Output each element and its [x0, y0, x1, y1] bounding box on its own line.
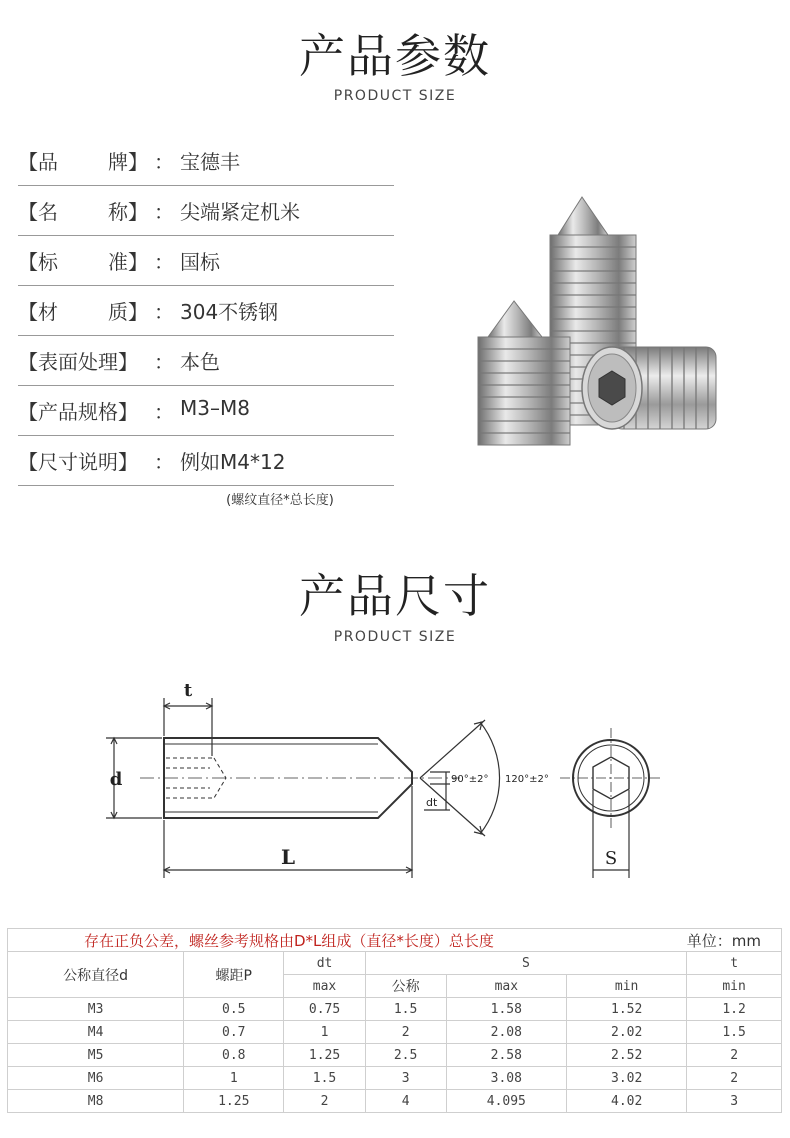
spec-value: 例如M4*12 [180, 450, 286, 474]
spec-label: 【标 准】 [18, 250, 148, 274]
spec-row-spec: 【产品规格】 ： M3–M8 [18, 386, 394, 436]
spec-value: 304不锈钢 [180, 300, 279, 324]
product-photo [462, 195, 718, 457]
spec-label: 【品 牌】 [18, 150, 148, 174]
table-row: M5 0.8 1.25 2.5 2.58 2.52 2 [8, 1044, 782, 1067]
header-s: S [365, 952, 687, 975]
subheader-t-min: min [687, 975, 782, 998]
spec-row-name: 【名 称】 ： 尖端紧定机米 [18, 186, 394, 236]
dim-S-label: S [604, 848, 618, 869]
dimension-table [7, 928, 782, 1113]
section-title-params: 产品参数 [299, 29, 491, 83]
table-row: M8 1.25 2 4 4.095 4.02 3 [8, 1090, 782, 1113]
subheader-s-min: min [567, 975, 687, 998]
spec-row-brand: 【品 牌】 ： 宝德丰 [18, 136, 394, 186]
lying-screw [582, 347, 716, 429]
spec-value: 本色 [180, 350, 220, 374]
subheader-s-max: max [446, 975, 567, 998]
dim-t-label: t [183, 680, 193, 701]
spec-value: 尖端紧定机米 [180, 200, 300, 224]
section-subtitle-size: PRODUCT SIZE [333, 629, 457, 645]
header-dt: dt [284, 952, 365, 975]
subheader-dt-max: max [284, 975, 365, 998]
table-note-row [8, 929, 782, 952]
spec-label: 【材 质】 [18, 300, 148, 324]
spec-row-size: 【尺寸说明】 ： 例如M4*12 [18, 436, 394, 486]
tolerance-note: 存在正负公差，螺丝参考规格由D*L组成（直径*长度）总长度 [84, 931, 494, 950]
angle-90-label: 90°±2° [451, 774, 489, 785]
dim-dt-label: dt [426, 796, 438, 809]
dim-L-label: L [280, 845, 296, 869]
section-title-size: 产品尺寸 [299, 569, 491, 623]
header-nominal-diameter: 公称直径d [8, 952, 184, 998]
subheader-s-nominal: 公称 [365, 975, 446, 998]
spec-value: M3–M8 [180, 396, 250, 420]
header-t: t [687, 952, 782, 975]
spec-label: 【尺寸说明】 [18, 450, 138, 474]
section-subtitle-params: PRODUCT SIZE [333, 88, 457, 104]
spec-row-material: 【材 质】 ： 304不锈钢 [18, 286, 394, 336]
spec-label: 【表面处理】 [18, 350, 138, 374]
spec-label: 【名 称】 [18, 200, 148, 224]
angle-120-label: 120°±2° [505, 774, 549, 785]
spec-row-finish: 【表面处理】 ： 本色 [18, 336, 394, 386]
dim-d-label: d [109, 769, 123, 790]
table-row: M3 0.5 0.75 1.5 1.58 1.52 1.2 [8, 998, 782, 1021]
spec-row-standard: 【标 准】 ： 国标 [18, 236, 394, 286]
table-row: M6 1 1.5 3 3.08 3.02 2 [8, 1067, 782, 1090]
table-header-row [8, 952, 782, 975]
spec-note: (螺纹直径*总长度) [226, 493, 334, 508]
unit-label: 单位：mm [686, 931, 761, 950]
spec-value: 宝德丰 [180, 150, 240, 174]
table-row: M4 0.7 1 2 2.08 2.02 1.5 [8, 1021, 782, 1044]
spec-value: 国标 [180, 250, 220, 274]
header-pitch: 螺距P [184, 952, 284, 998]
spec-label: 【产品规格】 [18, 400, 138, 424]
technical-drawing [100, 678, 690, 888]
